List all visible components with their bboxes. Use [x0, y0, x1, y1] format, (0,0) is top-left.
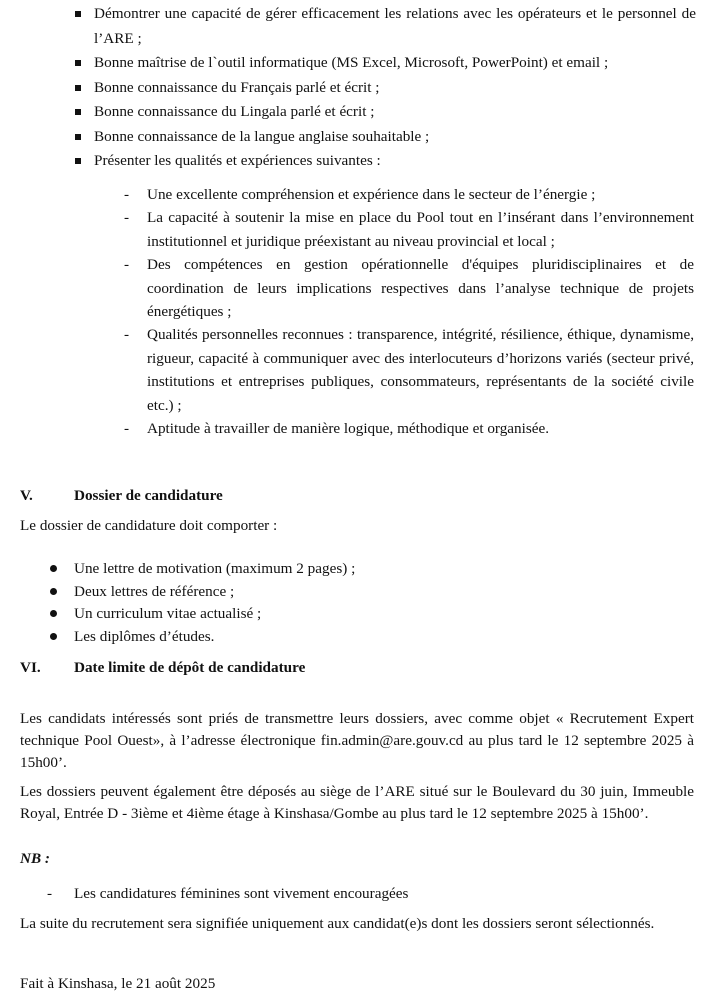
nb-item: - Les candidatures féminines sont vivement encouragées	[47, 883, 408, 905]
square-bullet-icon	[75, 60, 81, 66]
section-title: Dossier de candidature	[74, 487, 223, 504]
list-item: Bonne connaissance du Français parlé et écrit ;	[72, 76, 696, 101]
dash-bullet-icon: -	[47, 885, 53, 902]
list-item: Présenter les qualités et expériences suivantes :	[72, 149, 696, 174]
signature-line: Fait à Kinshasa, le 21 août 2025	[20, 975, 216, 992]
square-bullet-icon	[75, 158, 81, 164]
list-item: Deux lettres de référence ;	[50, 581, 355, 604]
dossier-list	[50, 558, 355, 648]
list-item: - La capacité à soutenir la mise en place du Pool tout en l’insérant dans l’environnement institutionnel et juridique préexistant au niveau provincial et local ;	[124, 206, 694, 253]
closing-paragraph: La suite du recrutement sera signifiée uniquement aux candidat(e)s dont les dossiers seront sélectionnés.	[20, 915, 655, 932]
section-heading-v	[20, 485, 223, 507]
round-bullet-icon	[50, 633, 57, 640]
list-item: Bonne connaissance de la langue anglaise souhaitable ;	[72, 125, 696, 150]
list-item: Une lettre de motivation (maximum 2 pages) ;	[50, 558, 355, 581]
dash-bullet-icon: -	[124, 186, 130, 203]
list-item: Un curriculum vitae actualisé ;	[50, 603, 355, 626]
section-number: VI.	[20, 659, 41, 676]
dash-bullet-icon: -	[124, 326, 130, 344]
list-item: - Une excellente compréhension et expérience dans le secteur de l’énergie ;	[124, 183, 694, 206]
dash-bullet-icon: -	[124, 256, 130, 274]
section-number: V.	[20, 487, 33, 504]
dash-bullet-icon: -	[124, 209, 130, 227]
list-item: - Aptitude à travailler de manière logique, méthodique et organisée.	[124, 417, 694, 440]
square-bullet-icon	[75, 134, 81, 140]
list-item: Les diplômes d’études.	[50, 626, 355, 649]
dash-bullet-icon: -	[124, 420, 130, 438]
square-bullet-icon	[75, 11, 81, 17]
round-bullet-icon	[50, 565, 57, 572]
list-item: Démontrer une capacité de gérer efficacement les relations avec les opérateurs et le personnel de l’ARE ;	[72, 2, 696, 51]
qualities-list	[124, 183, 694, 440]
list-item: Bonne maîtrise de l`outil informatique (MS Excel, Microsoft, PowerPoint) et email ;	[72, 51, 696, 76]
section-title: Date limite de dépôt de candidature	[74, 659, 306, 676]
list-item: - Des compétences en gestion opérationnelle d'équipes pluridisciplinaires et de coordination de leurs implications respectives dans l’analyse technique de projets énergétiques ;	[124, 253, 694, 323]
section-heading-vi	[20, 657, 305, 679]
round-bullet-icon	[50, 610, 57, 617]
deadline-paragraph: Les candidats intéressés sont priés de transmettre leurs dossiers, avec comme objet « Recrutement Expert technique Pool Ouest», à l’adresse électronique fin.admin@are.gouv.cd au plus tard le 12 septembre 2025 à 15h00’.	[20, 710, 694, 771]
nb-label: NB :	[20, 850, 50, 867]
requirements-list	[72, 2, 696, 174]
square-bullet-icon	[75, 85, 81, 91]
square-bullet-icon	[75, 109, 81, 115]
round-bullet-icon	[50, 588, 57, 595]
list-item: - Qualités personnelles reconnues : transparence, intégrité, résilience, éthique, dynamisme, rigueur, capacité à communiquer avec des interlocuteurs d’horizons variés (secteur privé, institutions et entreprises publiques, consommateurs, représentants de la société civile etc.) ;	[124, 323, 694, 417]
section-intro: Le dossier de candidature doit comporter :	[20, 517, 278, 534]
list-item: Bonne connaissance du Lingala parlé et écrit ;	[72, 100, 696, 125]
deposit-paragraph: Les dossiers peuvent également être déposés au siège de l’ARE situé sur le Boulevard du 30 juin, Immeuble Royal, Entrée D - 3ième et 4ième étage à Kinshasa/Gombe au plus tard le 12 septembre 2025 à 15h00’.	[20, 783, 694, 822]
